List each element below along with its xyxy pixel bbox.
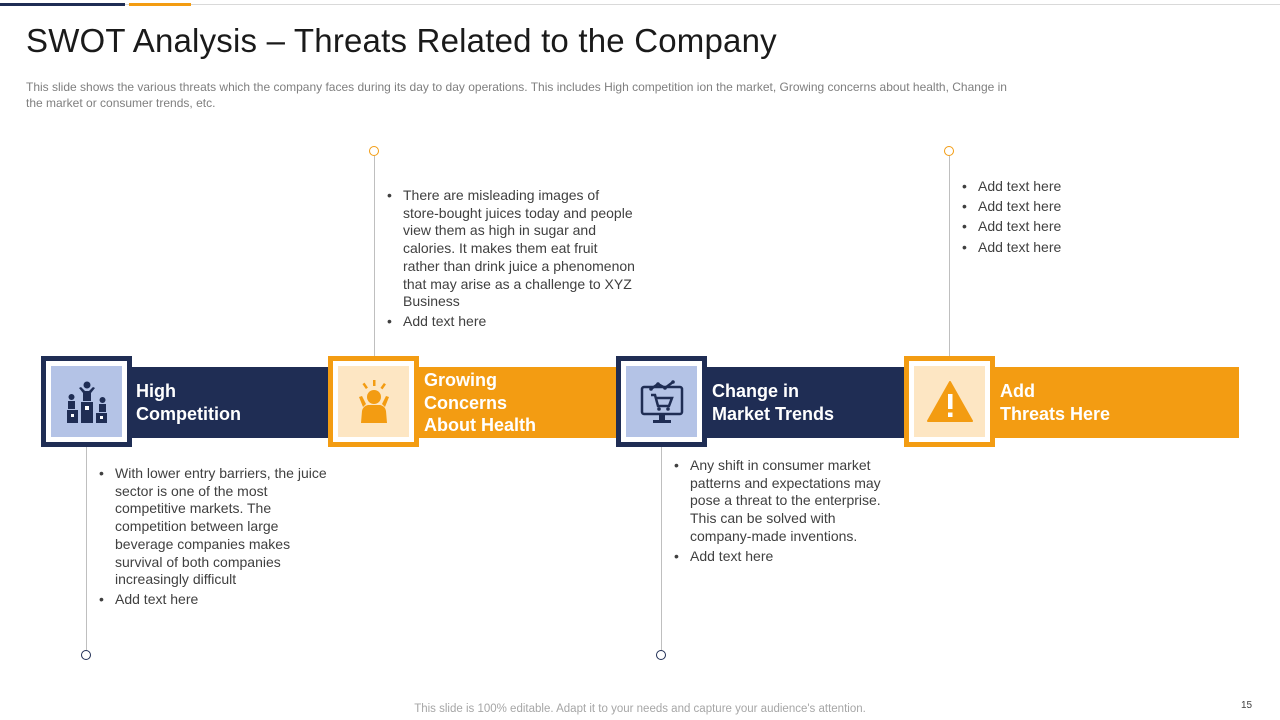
threat-label-3: Change in Market Trends bbox=[712, 381, 835, 424]
connector-line-2 bbox=[374, 156, 375, 356]
connector-line-1 bbox=[86, 447, 87, 650]
threat-icon-box-3 bbox=[616, 356, 707, 447]
top-accent-navy bbox=[0, 3, 125, 6]
list-item: • With lower entry barriers, the juice sector is one of the most competitive markets. The competition between large beverage companies makes survival of both companies increasingly difficult bbox=[97, 465, 327, 589]
threat-label-2: Growing Concerns About Health bbox=[424, 370, 536, 435]
podium-people-icon bbox=[62, 377, 112, 427]
top-accent-orange bbox=[129, 3, 191, 6]
connector-dot-1 bbox=[81, 650, 91, 660]
threat-icon-box-4 bbox=[904, 356, 995, 447]
threat-details-1 bbox=[97, 465, 327, 612]
list-item: • Add text here bbox=[960, 218, 1160, 236]
threat-icon-box-2 bbox=[328, 356, 419, 447]
threat-details-3 bbox=[672, 457, 892, 568]
list-item: • Add text here bbox=[960, 178, 1160, 196]
threat-details-4 bbox=[960, 178, 1160, 259]
top-divider bbox=[0, 4, 1280, 5]
connector-line-3 bbox=[661, 447, 662, 650]
stressed-person-icon bbox=[349, 377, 399, 427]
connector-line-4 bbox=[949, 156, 950, 356]
connector-dot-2 bbox=[369, 146, 379, 156]
list-item: • Any shift in consumer market patterns and expectations may pose a threat to the enterprise. This can be solved with company-made inventions. bbox=[672, 457, 892, 546]
list-item: • Add text here bbox=[385, 313, 637, 331]
list-item: • Add text here bbox=[97, 591, 327, 609]
page-number: 15 bbox=[1241, 700, 1253, 711]
list-item: • Add text here bbox=[672, 548, 892, 566]
list-item: • Add text here bbox=[960, 239, 1160, 257]
slide-subtitle: This slide shows the various threats which the company faces during its day to day operations. This includes High competition ion the market, Growing concerns about health, Change in the market or consumer trends, etc. bbox=[26, 80, 1007, 110]
monitor-cart-icon bbox=[637, 377, 687, 427]
warning-icon bbox=[925, 377, 975, 427]
list-item: • Add text here bbox=[960, 198, 1160, 216]
slide-title: SWOT Analysis – Threats Related to the Company bbox=[26, 22, 777, 59]
connector-dot-4 bbox=[944, 146, 954, 156]
threat-icon-box-1 bbox=[41, 356, 132, 447]
connector-dot-3 bbox=[656, 650, 666, 660]
threat-label-4: Add Threats Here bbox=[1000, 381, 1111, 424]
threat-label-1: High Competition bbox=[136, 381, 241, 424]
threat-details-2 bbox=[385, 187, 637, 334]
list-item: • There are misleading images of store-bought juices today and people view them as high in sugar and calories. It makes them eat fruit rather than drink juice a phenomenon that may arise as a challenge to XYZ Business bbox=[385, 187, 637, 311]
slide-footer: This slide is 100% editable. Adapt it to your needs and capture your audience's attention. bbox=[414, 703, 866, 715]
